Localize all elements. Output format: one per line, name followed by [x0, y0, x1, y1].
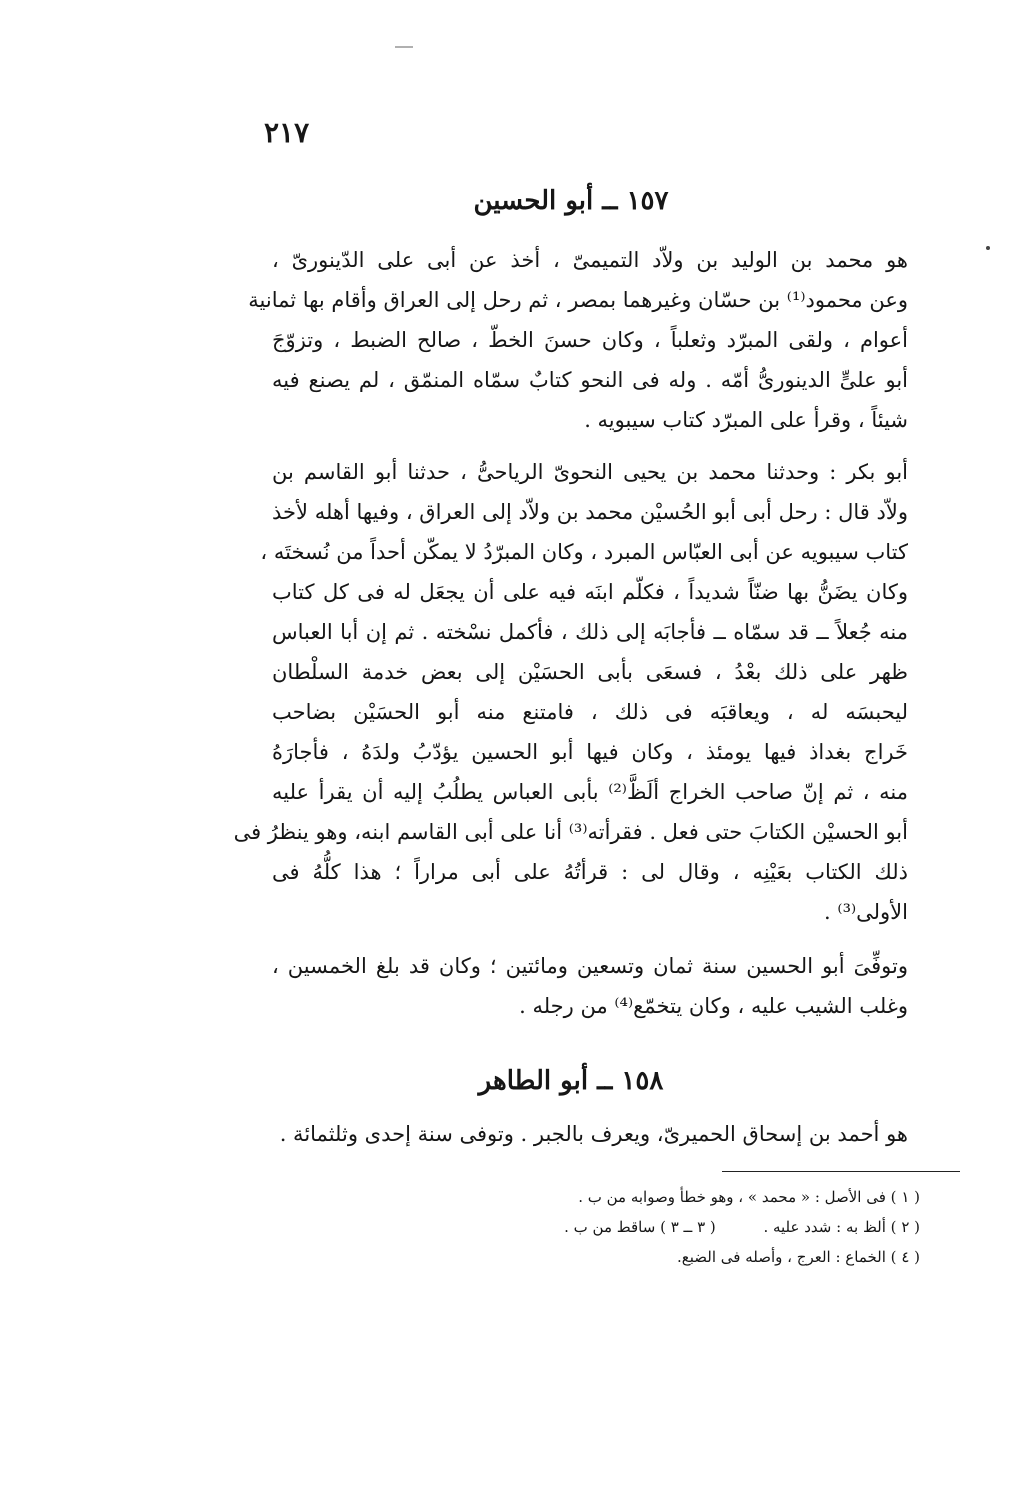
text-line: أبو الحسيْن الكتابَ حتى فعل . فقرأته⁽³⁾ أنا على أبى القاسم ابنه، وهو ينظرُ فى [233, 820, 908, 844]
text-line: الأولى⁽³⁾ . [824, 900, 908, 924]
margin-dot [986, 246, 990, 250]
text-line: أبو علىٍّ الدينورىُّ أمّه . وله فى النحو كتابٌ سمّاه المنمّق ، لم يصنع فيه [272, 368, 908, 392]
text-line: منه جُعلاً ــ قد سمّاه ــ فأجابَه إلى ذلك ، فأكمل نسْخته . ثم إن أبا العباس [272, 620, 908, 644]
text-line: شيئاً ، وقرأ على المبرّد كتاب سيبويه . [584, 408, 908, 432]
text-line: منه ، ثم إنّ صاحب الخراج ألَظَّ⁽²⁾ بأبى العباس يطلُبُ إليه أن يقرأ عليه [272, 780, 908, 804]
footnote-divider [722, 1171, 960, 1172]
entry-158-heading: ١٥٨ ــ أبو الطاهر [478, 1066, 664, 1096]
text-line: ليحبسَه له ، ويعاقبَه فى ذلك ، فامتنع منه أبو الحسَيْن بضاحب [272, 700, 908, 724]
text-line: أبو بكر : وحدثنا محمد بن يحيى النحوىّ الرياحىُّ ، حدثنا أبو القاسم بن [272, 460, 908, 484]
text-line: ذلك الكتاب بعَيْنِه ، وقال لى : قرأتُهُ على أبى مراراً ؛ هذا كلُّهُ فى [272, 860, 908, 884]
text-line: هو أحمد بن إسحاق الحميرىّ، ويعرف بالجبر . وتوفى سنة إحدى وثلثمائة . [279, 1122, 908, 1146]
text-line: ولاّد قال : رحل أبى أبو الحُسيْن محمد بن ولاّد إلى العراق ، وفيها أهله لأخذ [272, 500, 908, 524]
footnote: ( ٢ ) ألظ به : شدد عليه . ( ٣ ــ ٣ ) ساقط من ب . [564, 1218, 920, 1236]
text-line: وتوفِّىَ أبو الحسين سنة ثمان وتسعين ومائتين ؛ وكان قد بلغ الخمسين ، [272, 954, 908, 978]
footnote: ( ٤ ) الخماع : العرج ، وأصله فى الضبع. [677, 1248, 920, 1266]
scan-speck [395, 46, 413, 48]
page-number: ٢١٧ [264, 116, 310, 149]
text-line: وغلب الشيب عليه ، وكان يتخمّع⁽⁴⁾ من رجله . [519, 994, 908, 1018]
entry-157-heading: ١٥٧ ــ أبو الحسين [473, 186, 669, 216]
text-line: وعن محمود⁽¹⁾ بن حسّان وغيرهما بمصر ، ثم رحل إلى العراق وأقام بها ثمانية [248, 288, 908, 312]
text-line: خَراج بغداذ فيها يومئذ ، وكان فيها أبو الحسين يؤدّبُ ولدَهُ ، فأجارَهُ [272, 740, 908, 764]
footnote: ( ١ ) فى الأصل : « محمد » ، وهو خطأ وصوابه من ب . [578, 1188, 920, 1206]
text-line: هو محمد بن الوليد بن ولاّد التميمىّ ، أخذ عن أبى على الدّينورىّ ، [272, 248, 908, 272]
text-line: ظهر على ذلك بعْدُ ، فسعَى بأبى الحسَيْن إلى بعض خدمة السلْطان [272, 660, 908, 684]
text-line: وكان يضَنُّ بها ضنّاً شديداً ، فكلّم ابنَه فيه على أن يجعَل له فى كل كتاب [272, 580, 908, 604]
text-line: أعوام ، ولقى المبرّد وثعلباً ، وكان حسنَ الخطّ ، صالح الضبط ، وتزوّجَ [272, 328, 909, 352]
text-line: كتاب سيبويه عن أبى العبّاس المبرد ، وكان المبرّدُ لا يمكّن أحداً من نُسختَه ، [260, 540, 908, 564]
